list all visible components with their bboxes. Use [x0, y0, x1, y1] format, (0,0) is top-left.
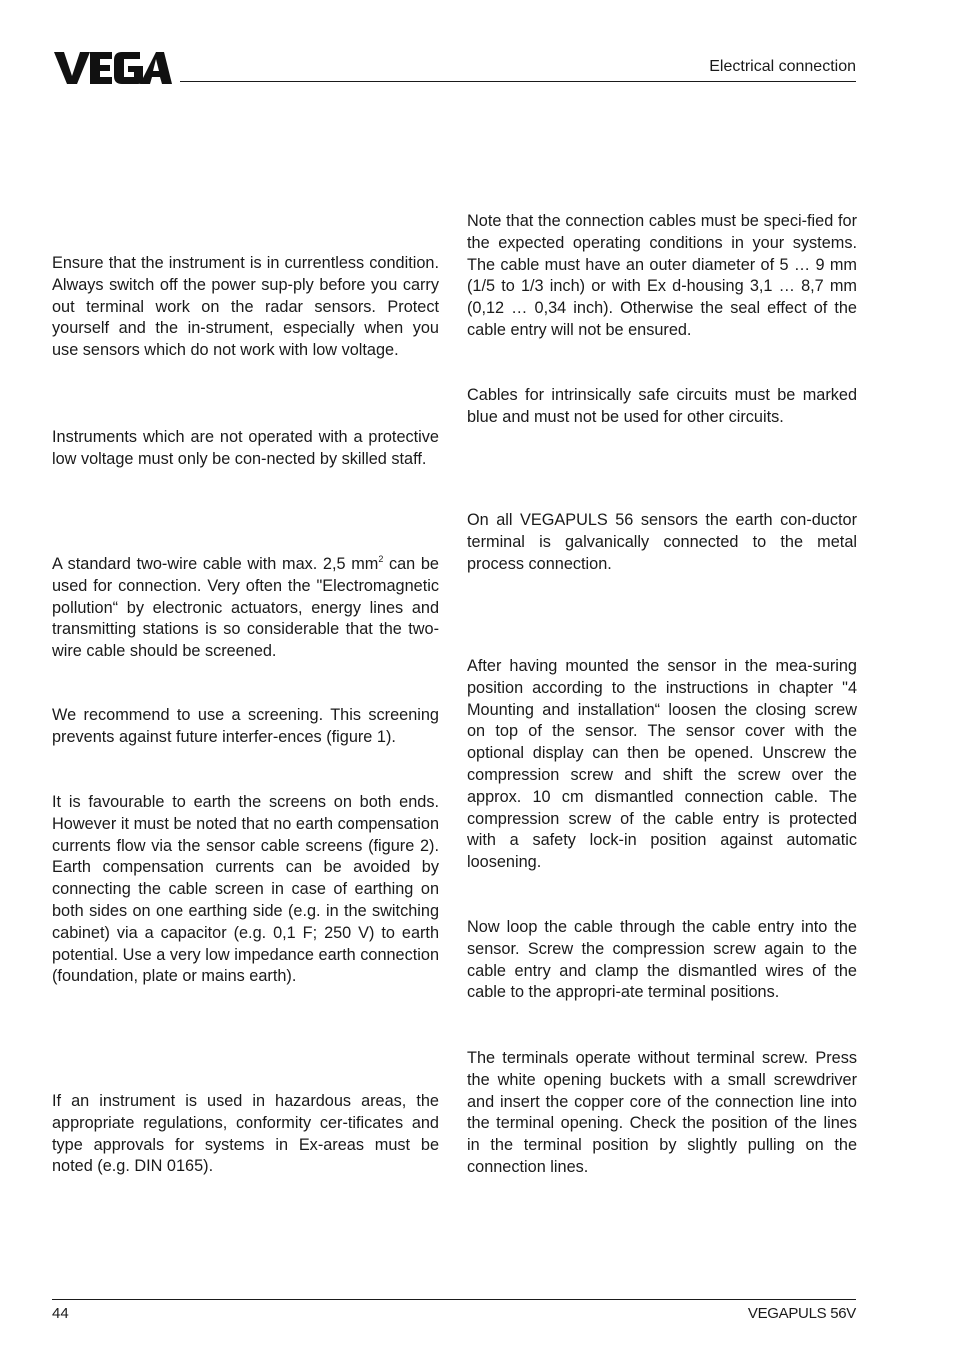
product-name: VEGAPULS 56V — [747, 1305, 856, 1322]
cable-text-start: A standard two-wire cable with max. 2,5 mm — [52, 555, 379, 573]
paragraph-screening: We recommend to use a screening. This screening prevents against future interfer-ences (figure 1). — [52, 706, 439, 746]
vega-logo — [52, 50, 172, 86]
paragraph-terminals: The terminals operate without terminal screw. Press the white opening buckets with a small screwdriver and insert the copper core of the connection line into the terminal opening. Check the position of the lines in the terminal position by slightly pulling on the connection lines. — [467, 1049, 857, 1176]
paragraph-earthing: It is favourable to earth the screens on both ends. However it must be noted that no earth compensation currents flow via the sensor cable screens (figure 2). Earth compensation currents can be avoided by connecting the cable screen in case of earthing on both sides on one earthing side (e.g. in the switching cabinet) via a capacitor (e.g. 0,1 F; 250 V) to earth potential. Use a very low impedance earth connection (foundation, plate or mains earth). — [52, 793, 439, 986]
footer-rule — [52, 1299, 856, 1300]
paragraph-skilled-staff: Instruments which are not operated with a protective low voltage must only be con-nected by skilled staff. — [52, 428, 439, 468]
paragraph-hazardous-areas: If an instrument is used in hazardous areas, the appropriate regulations, conformity cer-tificates and type approvals for systems in Ex-areas must be noted (e.g. DIN 0165). — [52, 1092, 439, 1176]
paragraph-cable-spec: Note that the connection cables must be speci-fied for the expected operating conditions in your systems. The cable must have an outer diameter of 5 … 9 mm (1/5 to 1/3 inch) or with Ex d-housing 3,1 … 8,7 mm (0,12 … 0,34 inch). Otherwise the seal effect of the cable entry will not be ensured. — [467, 212, 857, 339]
page-section-title: Electrical connection — [709, 58, 856, 75]
paragraph-power-off: Ensure that the instrument is in currentless condition. Always switch off the power sup-ply before you carry out terminal work on the radar sensors. Protect yourself and the in-strument, especially when you use sensors which do not work with low voltage. — [52, 254, 439, 360]
paragraph-intrinsically-safe: Cables for intrinsically safe circuits must be marked blue and must not be used for other circuits. — [467, 386, 857, 426]
cable-text-end: can be used for connection. Very often the "Electromagnetic pollution“ by electronic actuators, energy lines and transmitting stations is so considerable that the two-wire cable should be screened. — [52, 555, 439, 661]
paragraph-earth-conductor: On all VEGAPULS 56 sensors the earth con-ductor terminal is galvanically connected to the metal process connection. — [467, 511, 857, 573]
header-rule — [180, 81, 856, 82]
paragraph-cable — [52, 554, 439, 663]
page-number: 44 — [52, 1305, 69, 1322]
paragraph-mounting: After having mounted the sensor in the mea-suring position according to the instructions in chapter "4 Mounting and installation“ loosen the closing screw on top of the sensor. The sensor cover with the optional display can then be opened. Unscrew the compression screw and shift the screw over the approx. 10 cm dismantled connection cable. The compression screw of the cable entry is protected with a safety lock-in position against automatic loosening. — [467, 657, 857, 872]
superscript-2: 2 — [378, 554, 384, 564]
paragraph-loop-cable: Now loop the cable through the cable entry into the sensor. Screw the compression screw again to the cable entry and clamp the dismantled wires of the cable to the appropri-ate terminal positions. — [467, 918, 857, 1002]
